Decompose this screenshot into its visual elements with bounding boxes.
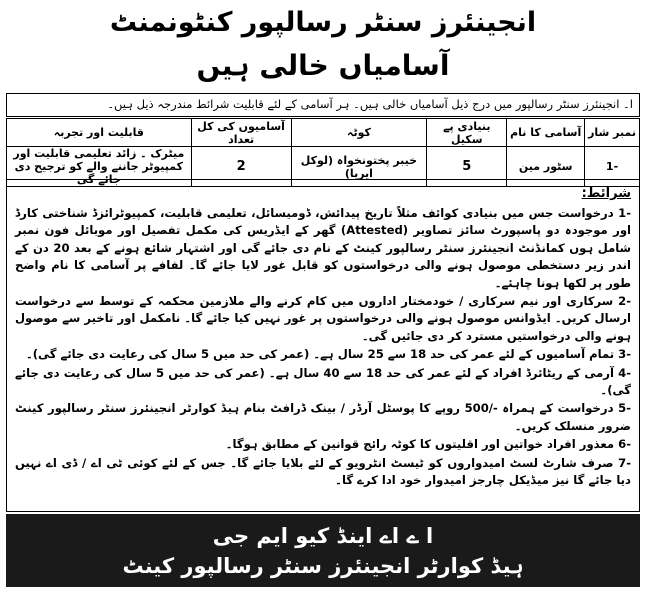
footer-banner bbox=[6, 514, 640, 587]
column-header: بنیادی پے سکیل bbox=[427, 119, 507, 147]
condition-item: -1 درخواست جس میں بنیادی کوائف مثلاً تاریخ پیدائش، ڈومیسائل، تعلیمی قابلیت، کمپیوٹرائزڈ شناختی کارڈ اور موجودہ دو پاسپورٹ سائز تصاویر (Attested) گھر کے ایڈریس کی مکمل تفصیل اور موبائل فون نمبر شامل ہوں کمانڈنٹ انجینئرز سنٹر رسالپور کینٹ کے نام دی جائے گی اور اشتہار شائع ہونے کے بعد 20 دن کے اندر زیر دستخطی موصول ہونے والی درخواستوں کو قابل غور لایا جائے گا۔ لفافے پر آسامی کا نام واضح طور پر لکھا ہونا چاہئے۔ bbox=[15, 206, 632, 290]
condition-item: -6 معذور افراد خواتین اور اقلیتوں کا کوٹہ رائج قوانین کے مطابق ہوگا۔ bbox=[225, 437, 631, 452]
condition-item: -2 سرکاری اور نیم سرکاری / خودمختار اداروں میں کام کرنے والے ملازمین محکمہ کے توسط سے درخواست ارسال کریں۔ ایڈوانس موصول ہونے والی درخواستوں پر غور نہیں کیا جائے گا۔ نامکمل اور تاخیر سے موصول ہونے والی درخواستیں مسترد کر دی جائیں گی۔ bbox=[15, 294, 631, 343]
column-header: کوٹہ bbox=[291, 119, 427, 147]
page-subtitle: آسامیاں خالی ہیں bbox=[196, 49, 450, 82]
condition-item: -3 تمام آسامیوں کے لئے عمر کی حد 18 سے 25 سال ہے۔ (عمر کی حد میں 5 سال کی رعایت دی جائے گی)۔ bbox=[25, 347, 631, 362]
column-header: آسامی کا نام bbox=[507, 119, 585, 147]
condition-item: -5 درخواست کے ہمراہ -/500 روپے کا پوسٹل آرڈر / بینک ڈرافٹ بنام ہیڈ کوارٹر انجینئرز سنٹر رسالپور کینٹ ضرور منسلک کریں۔ bbox=[15, 401, 631, 433]
page-title: انجینئرز سنٹر رسالپور کنٹونمنٹ bbox=[109, 7, 537, 38]
table-header-row bbox=[7, 119, 640, 147]
pay-scale-cell: 5 bbox=[427, 147, 507, 187]
quota-cell: خیبر پختونخواہ (لوکل ایریا) bbox=[291, 147, 427, 187]
footer-address: ہیڈ کوارٹر انجینئرز سنٹر رسالپور کینٹ bbox=[122, 554, 524, 578]
conditions-heading: شرائط: bbox=[581, 186, 631, 201]
qualification-cell: میٹرک ۔ زائد تعلیمی قابلیت اور کمپیوٹر جاننے والے کو ترجیح دی جائے گی bbox=[7, 147, 192, 187]
vacancy-table bbox=[6, 118, 640, 187]
intro-text: ا۔ انجینئرز سنٹر رسالپور میں درج ذیل آسامیاں خالی ہیں۔ ہر آسامی کے لئے قابلیت شرائط مندرجہ ذیل ہیں۔ bbox=[6, 93, 640, 117]
footer-issuer: ا ے اے اینڈ کیو ایم جی bbox=[212, 524, 434, 548]
column-header: قابلیت اور تجربہ bbox=[7, 119, 192, 147]
serial-cell: -1 bbox=[585, 147, 640, 187]
column-header: نمبر شار bbox=[585, 119, 640, 147]
condition-item: -7 صرف شارٹ لسٹ امیدواروں کو ٹیسٹ انٹرویو کے لئے بلایا جائے گا۔ جس کے لئے کوئی ٹی اے / ڈی اے نہیں دیا جائے گا نیز میڈیکل چارجز امیدوار خود ادا کرے گا۔ bbox=[15, 455, 631, 488]
post-name-cell: سٹور مین bbox=[507, 147, 585, 187]
conditions-section bbox=[6, 179, 640, 512]
post-count-cell: 2 bbox=[191, 147, 291, 187]
condition-item: -4 آرمی کے ریٹائرڈ افراد کے لئے عمر کی حد 18 سے 40 سال ہے۔ (عمر کی حد میں 5 سال کی رعایت دی جائے گی)۔ bbox=[15, 365, 631, 398]
column-header: آسامیوں کی کل تعداد bbox=[191, 119, 291, 147]
